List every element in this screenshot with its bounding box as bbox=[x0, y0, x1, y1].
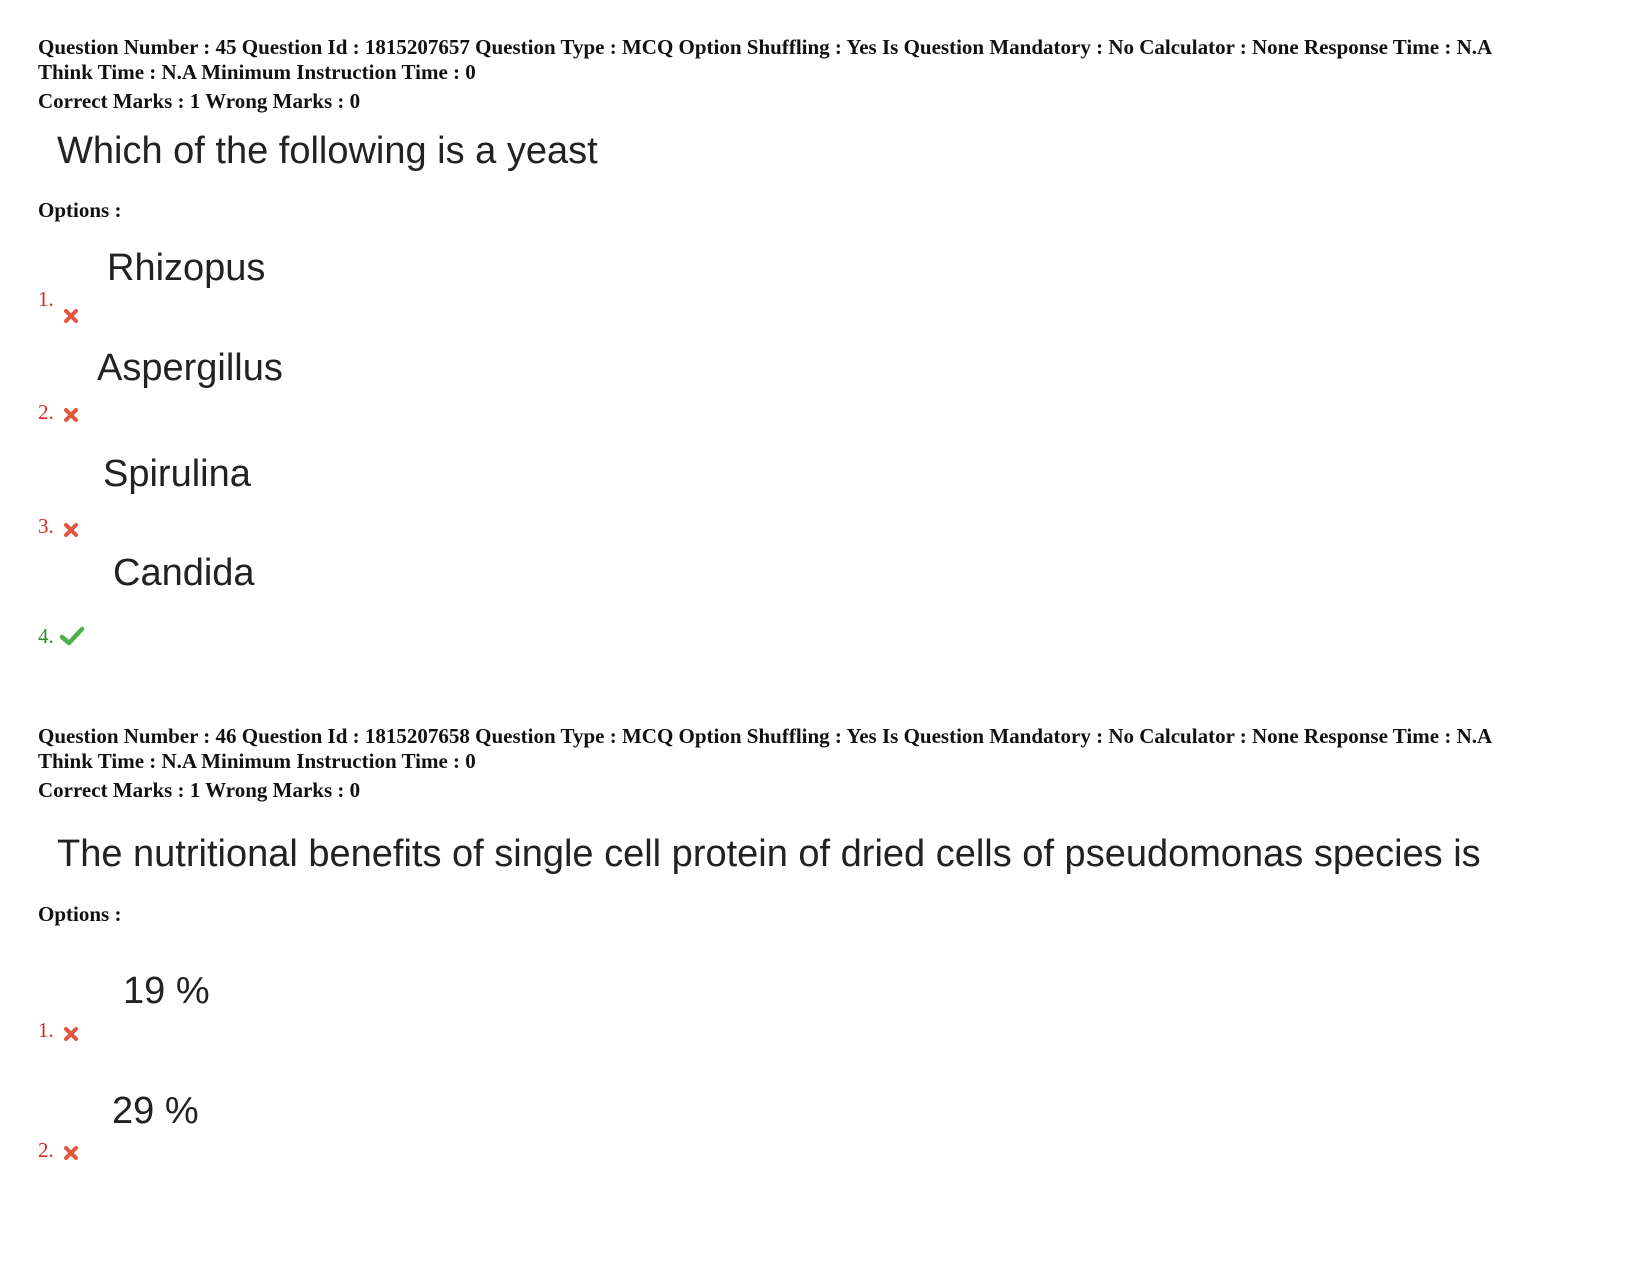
options-label: Options : bbox=[38, 902, 122, 926]
cross-icon bbox=[63, 407, 79, 423]
option-text: Candida bbox=[113, 552, 255, 594]
option-text: 19 % bbox=[123, 970, 210, 1012]
question-marks: Correct Marks : 1 Wrong Marks : 0 bbox=[38, 89, 361, 113]
option-number: 2. bbox=[38, 1138, 54, 1162]
cross-icon bbox=[63, 308, 79, 324]
question-meta-line1: Question Number : 45 Question Id : 1815207657 Question Type : MCQ Option Shuffling : Yes Is Question Mandatory : No Calculator : None Response Time : N.A bbox=[38, 35, 1493, 59]
option-text: Aspergillus bbox=[97, 347, 283, 389]
question-text: Which of the following is a yeast bbox=[57, 130, 598, 172]
cross-icon bbox=[63, 1026, 79, 1042]
option-number: 4. bbox=[38, 624, 54, 648]
cross-icon bbox=[63, 522, 79, 538]
question-meta-line2: Think Time : N.A Minimum Instruction Time : 0 bbox=[38, 60, 476, 84]
option-text: Rhizopus bbox=[107, 247, 266, 289]
option-number: 1. bbox=[38, 1018, 54, 1042]
option-text: Spirulina bbox=[103, 453, 251, 495]
question-meta-line1: Question Number : 46 Question Id : 1815207658 Question Type : MCQ Option Shuffling : Yes Is Question Mandatory : No Calculator : None Response Time : N.A bbox=[38, 724, 1493, 748]
question-marks: Correct Marks : 1 Wrong Marks : 0 bbox=[38, 778, 361, 802]
option-number: 1. bbox=[38, 287, 54, 311]
option-number: 2. bbox=[38, 400, 54, 424]
question-meta-line2: Think Time : N.A Minimum Instruction Time : 0 bbox=[38, 749, 476, 773]
cross-icon bbox=[63, 1145, 79, 1161]
question-text: The nutritional benefits of single cell protein of dried cells of pseudomonas species is bbox=[57, 833, 1481, 875]
options-label: Options : bbox=[38, 198, 122, 222]
option-text: 29 % bbox=[112, 1090, 199, 1132]
check-icon bbox=[60, 626, 84, 646]
option-number: 3. bbox=[38, 514, 54, 538]
